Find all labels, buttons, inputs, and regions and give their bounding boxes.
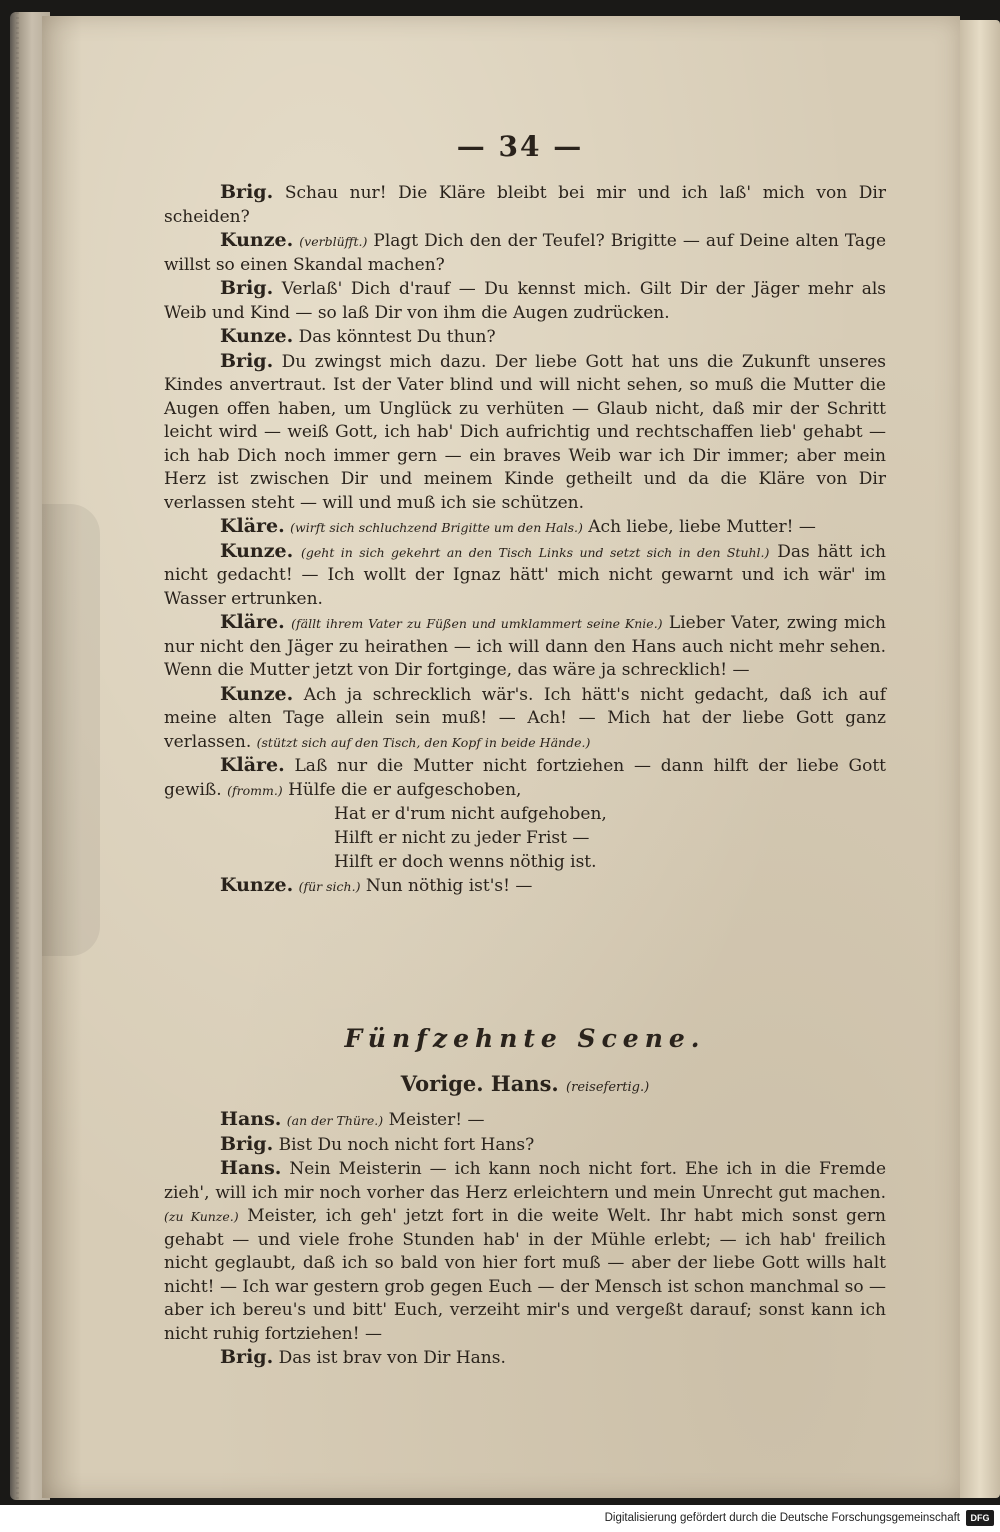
dialogue-line [164,540,886,612]
speaker-name: Brig. [220,349,274,372]
stage-direction: (fällt ihrem Vater zu Füßen und umklammert seine Knie.) [291,616,663,631]
stage-direction: (wirft sich schluchzend Brigitte um den Hals.) [290,520,583,535]
stage-direction: (für sich.) [298,879,361,894]
dialogue-line [164,611,886,683]
facing-page-edge [960,20,1000,1498]
stage-direction: (stützt sich auf den Tisch, den Kopf in beide Hände.) [256,734,591,750]
page-number: — 34 — [456,130,584,163]
dialogue-text: Nun nöthig ist's! — [365,876,533,896]
speaker-name: Kunze. [220,539,294,562]
speaker-name: Kläre. [220,515,285,537]
dialogue-line [164,1346,886,1371]
dialogue-line [164,1133,886,1158]
dialogue-text: Das hätt ich nicht gedacht! — Ich wollt der Ignaz hätt' mich nicht gewarnt und ich wär' im Wasser ertrunken. [164,541,887,609]
dialogue-text: Das könntest Du thun? [298,327,496,347]
speaker-name: Kunze. [220,874,294,896]
dialogue-text: Meister, ich geh' jetzt fort in die weite Welt. Ihr habt mich sonst gern gehabt — und viele frohe Stunden hab' in der Mühle erlebt; — ich hab' freilich nicht geglaubt, daß ich so bald von hier fort muß — aber der liebe Gott wills halt nicht! — Ich war gestern grob gegen Euch — der Mensch ist schon manchmal so — aber ich bereu's und bitt' Euch, verzeiht mir's und vergeßt darauf; sonst kann ich nicht ruhig fortziehen! — [164,1206,887,1344]
speaker-name: Brig. [220,1132,274,1155]
dialogue-line [164,325,886,350]
speaker-name: Kläre. [220,611,285,633]
scene-cast-names: Vorige. Hans. [400,1071,559,1096]
scene-cast [164,1071,886,1096]
speaker-name: Brig. [220,1346,274,1368]
stage-direction: (zu Kunze.) [164,1209,239,1224]
speaker-name: Kunze. [220,682,294,705]
dialogue-text: Meister! — [388,1110,485,1130]
speaker-name: Brig. [220,181,274,203]
speaker-name: Hans. [220,1108,282,1130]
funding-credit: Digitalisierung gefördert durch die Deutsche Forschungsgemeinschaft [604,1512,960,1524]
stage-direction: (verblüfft.) [299,234,368,249]
dialogue-line [164,181,886,229]
scene-heading: Fünfzehnte Scene. [344,1024,706,1053]
dialogue-text: Lieber Vater, zwing mich nur nicht den Jäger zu heirathen — ich will dann den Hans auch nicht mehr sehen. Wenn die Mutter jetzt von Dir fortginge, das wäre ja schrecklich! — [164,613,886,680]
speaker-name: Kläre. [220,754,285,776]
verse-line: Hilft er nicht zu jeder Frist — [334,828,590,848]
dialogue-line [164,229,886,277]
dialogue-line [164,350,886,516]
stage-direction: (reisefertig.) [566,1080,650,1095]
dfg-logo: DFG [966,1510,994,1526]
speaker-name: Hans. [220,1157,282,1179]
page-clasp-shadow [42,504,100,956]
dialogue-block-2 [164,1108,886,1371]
dialogue-line [164,277,886,325]
stage-direction: (fromm.) [227,782,283,798]
dialogue-text: Ach liebe, liebe Mutter! — [588,517,816,537]
dialogue-text: Laß nur die Mutter nicht fortziehen — dann hilft der liebe Gott gewiß. [164,756,886,800]
dialogue-line [164,1108,886,1133]
verse-line: Hat er d'rum nicht aufgehoben, [334,804,607,824]
dialogue-line [164,874,886,899]
dialogue-text: Hülfe die er aufgeschoben, [288,779,522,800]
dialogue-text: Schau nur! Die Kläre bleibt bei mir und ich laß' mich von Dir scheiden? [164,183,886,227]
digitization-footer [0,1505,1000,1532]
speaker-name: Kunze. [220,325,294,347]
verse-line: Hilft er doch wenns nöthig ist. [334,852,597,872]
speaker-name: Kunze. [220,229,294,251]
stage-direction: (an der Thüre.) [286,1113,384,1128]
dialogue-text: Verlaß' Dich d'rauf — Du kennst mich. Gilt Dir der Jäger mehr als Weib und Kind — so laß Dir von ihm die Augen zudrücken. [164,279,887,323]
dialogue-text: Bist Du noch nicht fort Hans? [278,1134,535,1155]
stage-direction: (geht in sich gekehrt an den Tisch Links und setzt sich in den Stuhl.) [301,544,770,560]
dialogue-text: Du zwingst mich dazu. Der liebe Gott hat uns die Zukunft unseres Kindes anvertraut. Ist der Vater blind und will nicht sehen, so muß die Mutter die Augen offen haben, um Unglück zu verhüten — Glaub nicht, daß mir der Schritt leicht wird — weiß Gott, ich hab' Dich aufrichtig und rechtschaffen lieb' gehabt — ich hab Dich noch immer gern — ein braves Weib war ich Dir immer; aber mein Herz ist zwischen Dir und meinem Kinde getheilt und da die Kläre von Dir verlassen steht — will und muß ich sie schützen. [164,351,886,513]
dialogue-block-1 [164,181,886,899]
dialogue-text: Ach ja schrecklich wär's. Ich hätt's nicht gedacht, daß ich auf meine alten Tage allein sein muß! — Ach! — Mich hat der liebe Gott ganz verlassen. [164,684,886,752]
dialogue-line [164,754,886,802]
dialogue-line [164,515,886,540]
dialogue-text: Das ist brav von Dir Hans. [278,1348,506,1368]
dialogue-text: Nein Meisterin — ich kann noch nicht fort. Ehe ich in die Fremde zieh', will ich mir noch vorher das Herz erleichtern und mein Unrecht gut machen. [164,1159,887,1203]
dialogue-line [164,1157,886,1346]
dialogue-line [164,683,886,755]
dialogue-text: Plagt Dich den der Teufel? Brigitte — auf Deine alten Tage willst so einen Skandal machen? [164,231,887,275]
speaker-name: Brig. [220,277,274,299]
